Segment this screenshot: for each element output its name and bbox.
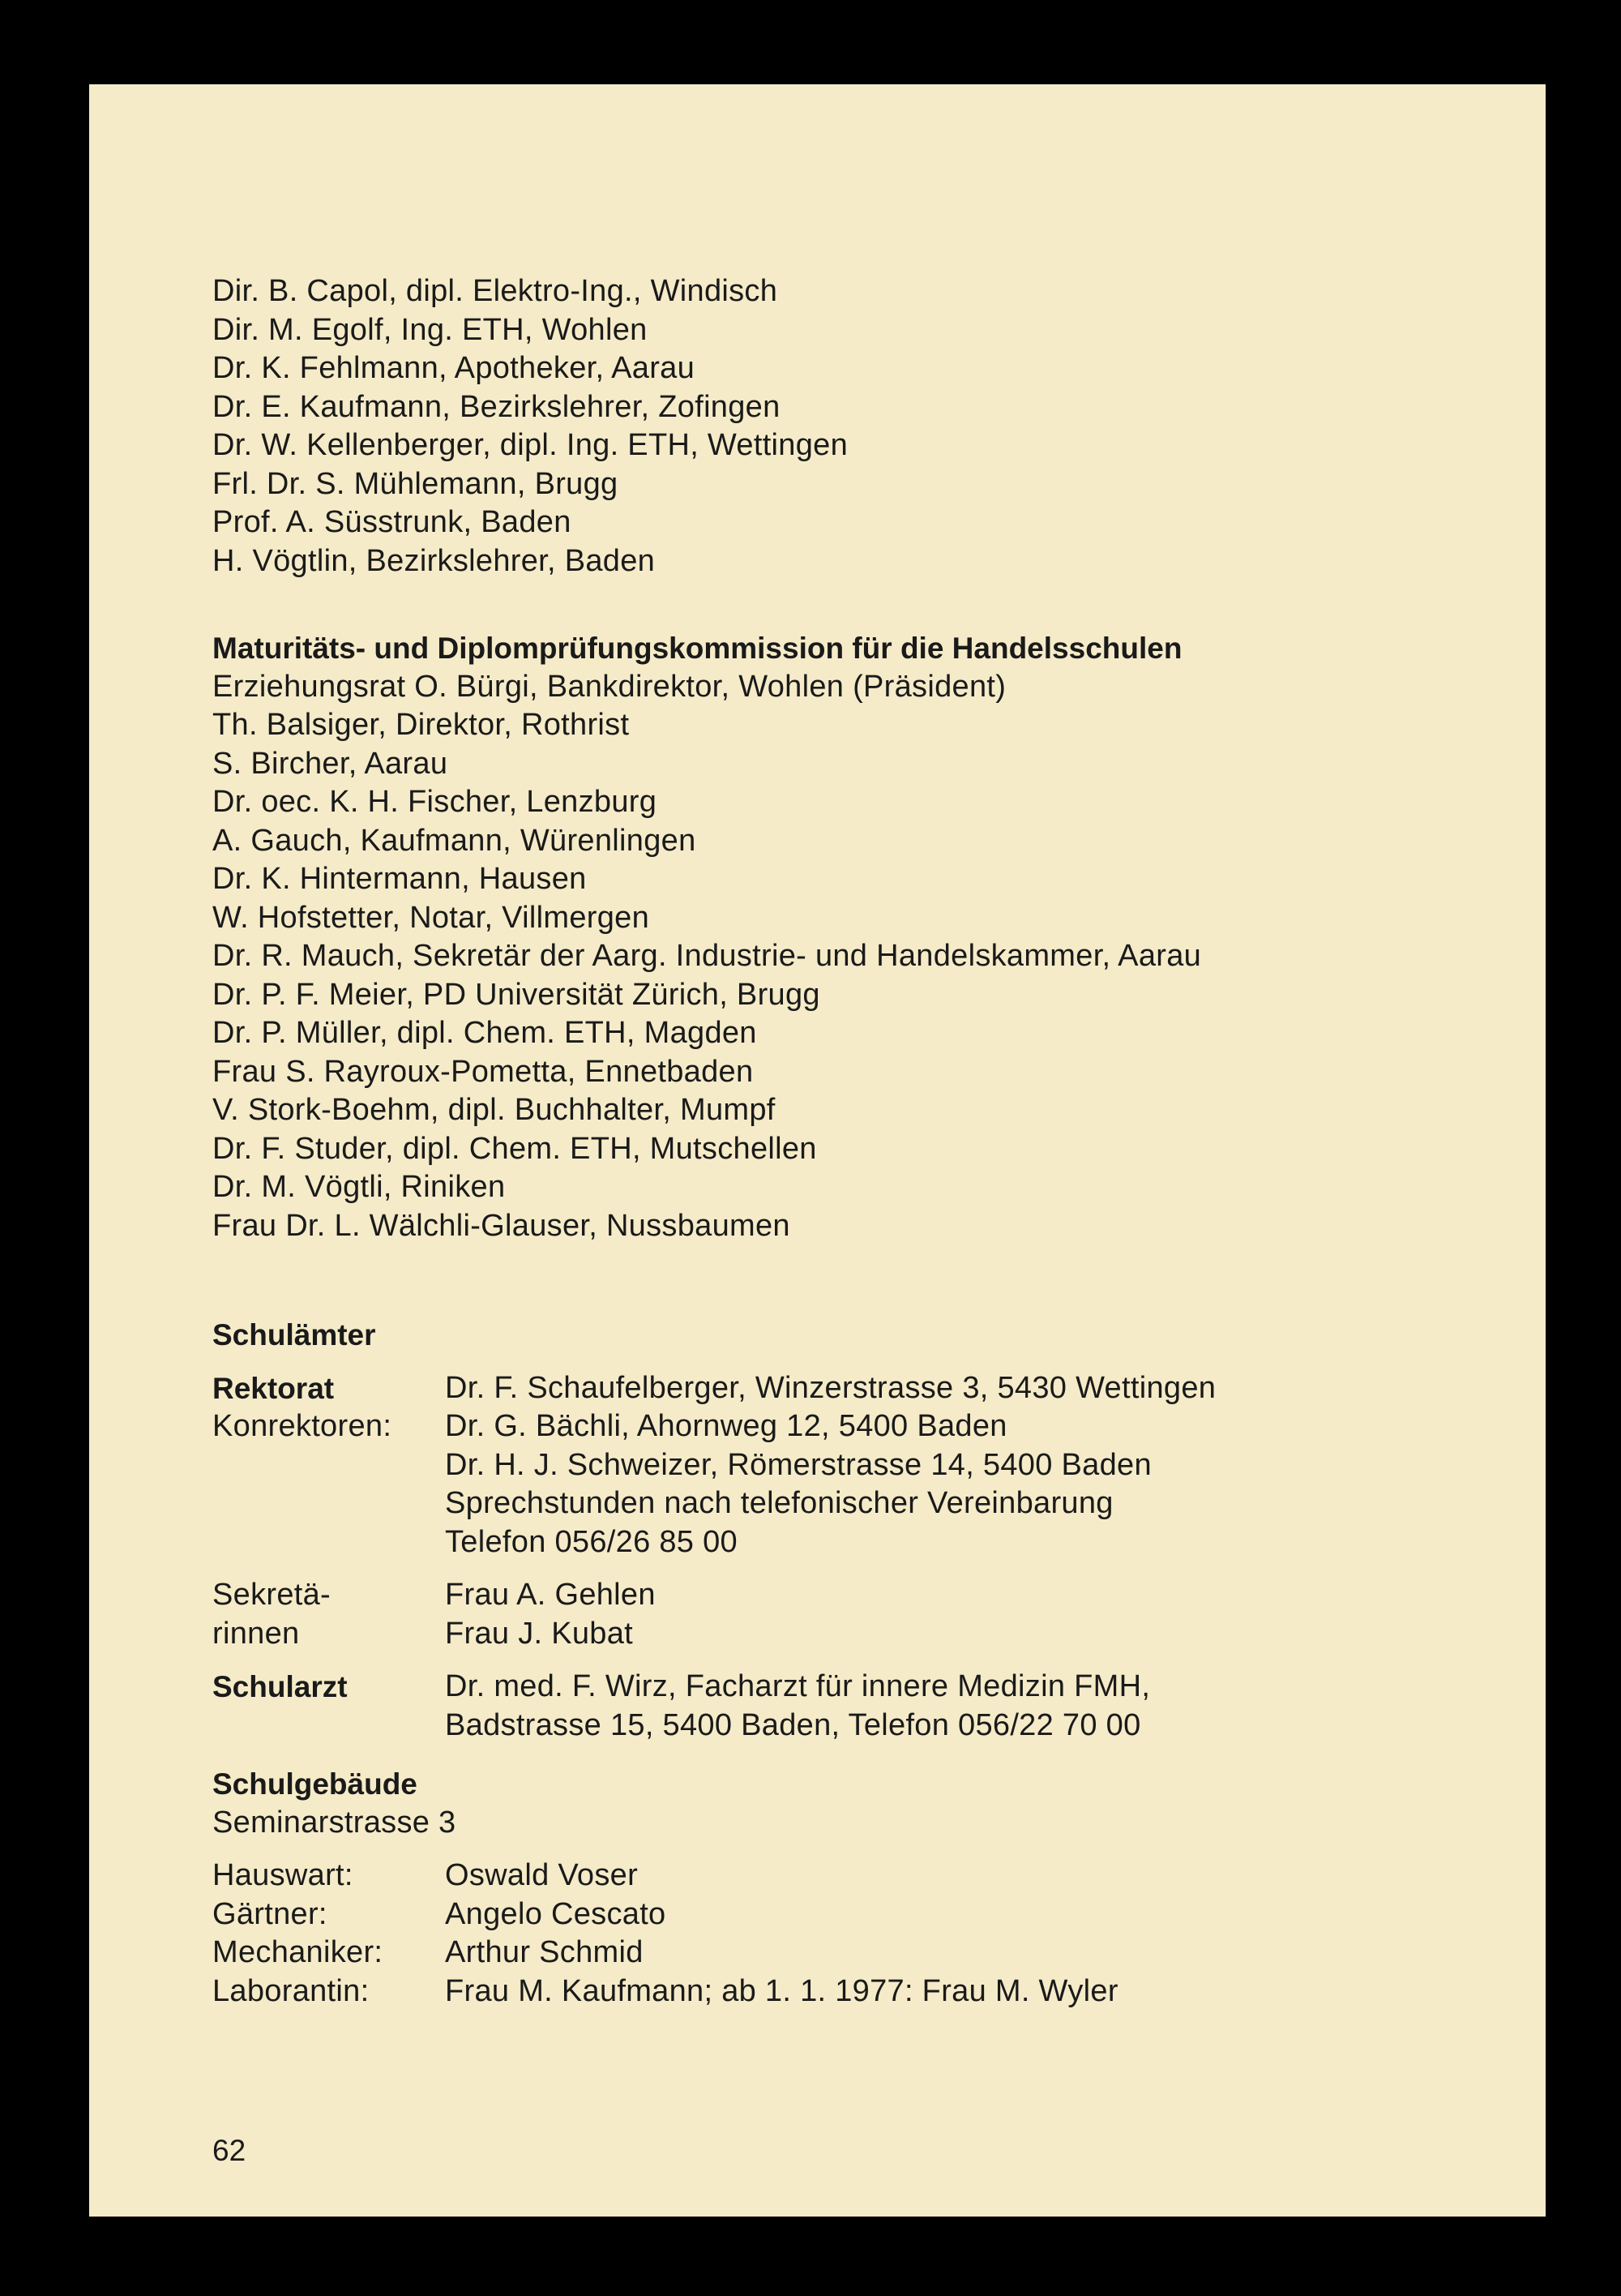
staff-row [212,1857,1428,1895]
schularzt-line: Badstrasse 15, 5400 Baden, Telefon 056/22 70 00 [445,1707,1141,1742]
konrektoren-label: Konrektoren: [212,1409,392,1443]
list-item: Frau Dr. L. Wälchli-Glauser, Nussbaumen [212,1208,790,1243]
list-item: Dr. K. Fehlmann, Apotheker, Aarau [212,351,695,385]
list-item: Frl. Dr. S. Mühlemann, Brugg [212,466,618,501]
list-item: A. Gauch, Kaufmann, Würenlingen [212,823,696,858]
list-item: Dr. F. Studer, dipl. Chem. ETH, Mutschellen [212,1131,817,1166]
list-item: Frau S. Rayroux-Pometta, Ennetbaden [212,1054,754,1089]
list-item: H. Vögtlin, Bezirkslehrer, Baden [212,543,656,578]
rektorat-label: Rektorat [212,1371,335,1405]
document-page [89,84,1546,2217]
schulgebaeude-section [212,1765,1428,2011]
schulaemter-section [212,1316,1428,1745]
list-item: Prof. A. Süsstrunk, Baden [212,505,571,539]
board-members-list [212,272,848,580]
rektorat-row [212,1369,1428,1408]
list-item: Th. Balsiger, Direktor, Rothrist [212,708,630,742]
schulgebaeude-address: Seminarstrasse 3 [212,1805,456,1840]
schularzt-label: Schularzt [212,1670,348,1703]
sekretaerin-name: Frau A. Gehlen [445,1578,656,1612]
commission-heading: Maturitäts- und Diplomprüfungskommission für die Handelsschulen [212,632,1183,665]
sekretaerin-name: Frau J. Kubat [445,1616,634,1651]
schularzt-row [212,1668,1428,1707]
list-item: Dr. K. Hintermann, Hausen [212,862,587,896]
staff-role: Gärtner: [212,1896,327,1931]
schulgebaeude-heading: Schulgebäude [212,1767,417,1801]
schularzt-line: Dr. med. F. Wirz, Facharzt für innere Medizin FMH, [445,1669,1151,1703]
list-item: S. Bircher, Aarau [212,746,448,781]
list-item: Dr. M. Vögtli, Riniken [212,1170,506,1204]
staff-row [212,1895,1428,1934]
list-item: W. Hofstetter, Notar, Villmergen [212,900,650,935]
list-item: Erziehungsrat O. Bürgi, Bankdirektor, Wohlen (Präsident) [212,669,1007,704]
staff-row [212,1934,1428,1973]
commission-section [212,629,1201,1245]
schulaemter-heading: Schulämter [212,1318,376,1351]
konrektor-line: Sprechstunden nach telefonischer Vereinbarung [445,1486,1114,1520]
staff-name: Oswald Voser [445,1858,639,1892]
staff-role: Hauswart: [212,1858,353,1892]
list-item: Dr. P. Müller, dipl. Chem. ETH, Magden [212,1016,757,1050]
sekretaerinnen-row [212,1576,1428,1615]
staff-role: Mechaniker: [212,1935,383,1969]
list-item: Dr. R. Mauch, Sekretär der Aarg. Industrie- und Handelskammer, Aarau [212,939,1202,973]
page-number: 62 [212,2134,246,2167]
list-item: Dr. oec. K. H. Fischer, Lenzburg [212,785,657,819]
staff-name: Frau M. Kaufmann; ab 1. 1. 1977: Frau M. Wyler [445,1973,1118,2008]
staff-row [212,1973,1428,2011]
konrektor-line: Telefon 056/26 85 00 [445,1524,738,1559]
konrektoren-row [212,1407,1428,1446]
list-item: Dr. W. Kellenberger, dipl. Ing. ETH, Wettingen [212,428,849,462]
staff-name: Angelo Cescato [445,1896,666,1931]
list-item: Dr. E. Kaufmann, Bezirkslehrer, Zofingen [212,389,781,424]
list-item: Dir. M. Egolf, Ing. ETH, Wohlen [212,312,648,347]
staff-name: Arthur Schmid [445,1935,644,1969]
list-item: Dr. P. F. Meier, PD Universität Zürich, Brugg [212,977,820,1012]
sekretaerinnen-label-cont: rinnen [212,1616,300,1651]
konrektor-line: Dr. H. J. Schweizer, Römerstrasse 14, 5400 Baden [445,1447,1152,1482]
konrektor-line: Dr. G. Bächli, Ahornweg 12, 5400 Baden [445,1409,1007,1443]
rektorat-value: Dr. F. Schaufelberger, Winzerstrasse 3, 5430 Wettingen [445,1370,1217,1405]
sekretaerinnen-label: Sekretä- [212,1578,331,1612]
list-item: V. Stork-Boehm, dipl. Buchhalter, Mumpf [212,1093,776,1127]
staff-role: Laborantin: [212,1973,370,2008]
list-item: Dir. B. Capol, dipl. Elektro-Ing., Windisch [212,274,778,308]
